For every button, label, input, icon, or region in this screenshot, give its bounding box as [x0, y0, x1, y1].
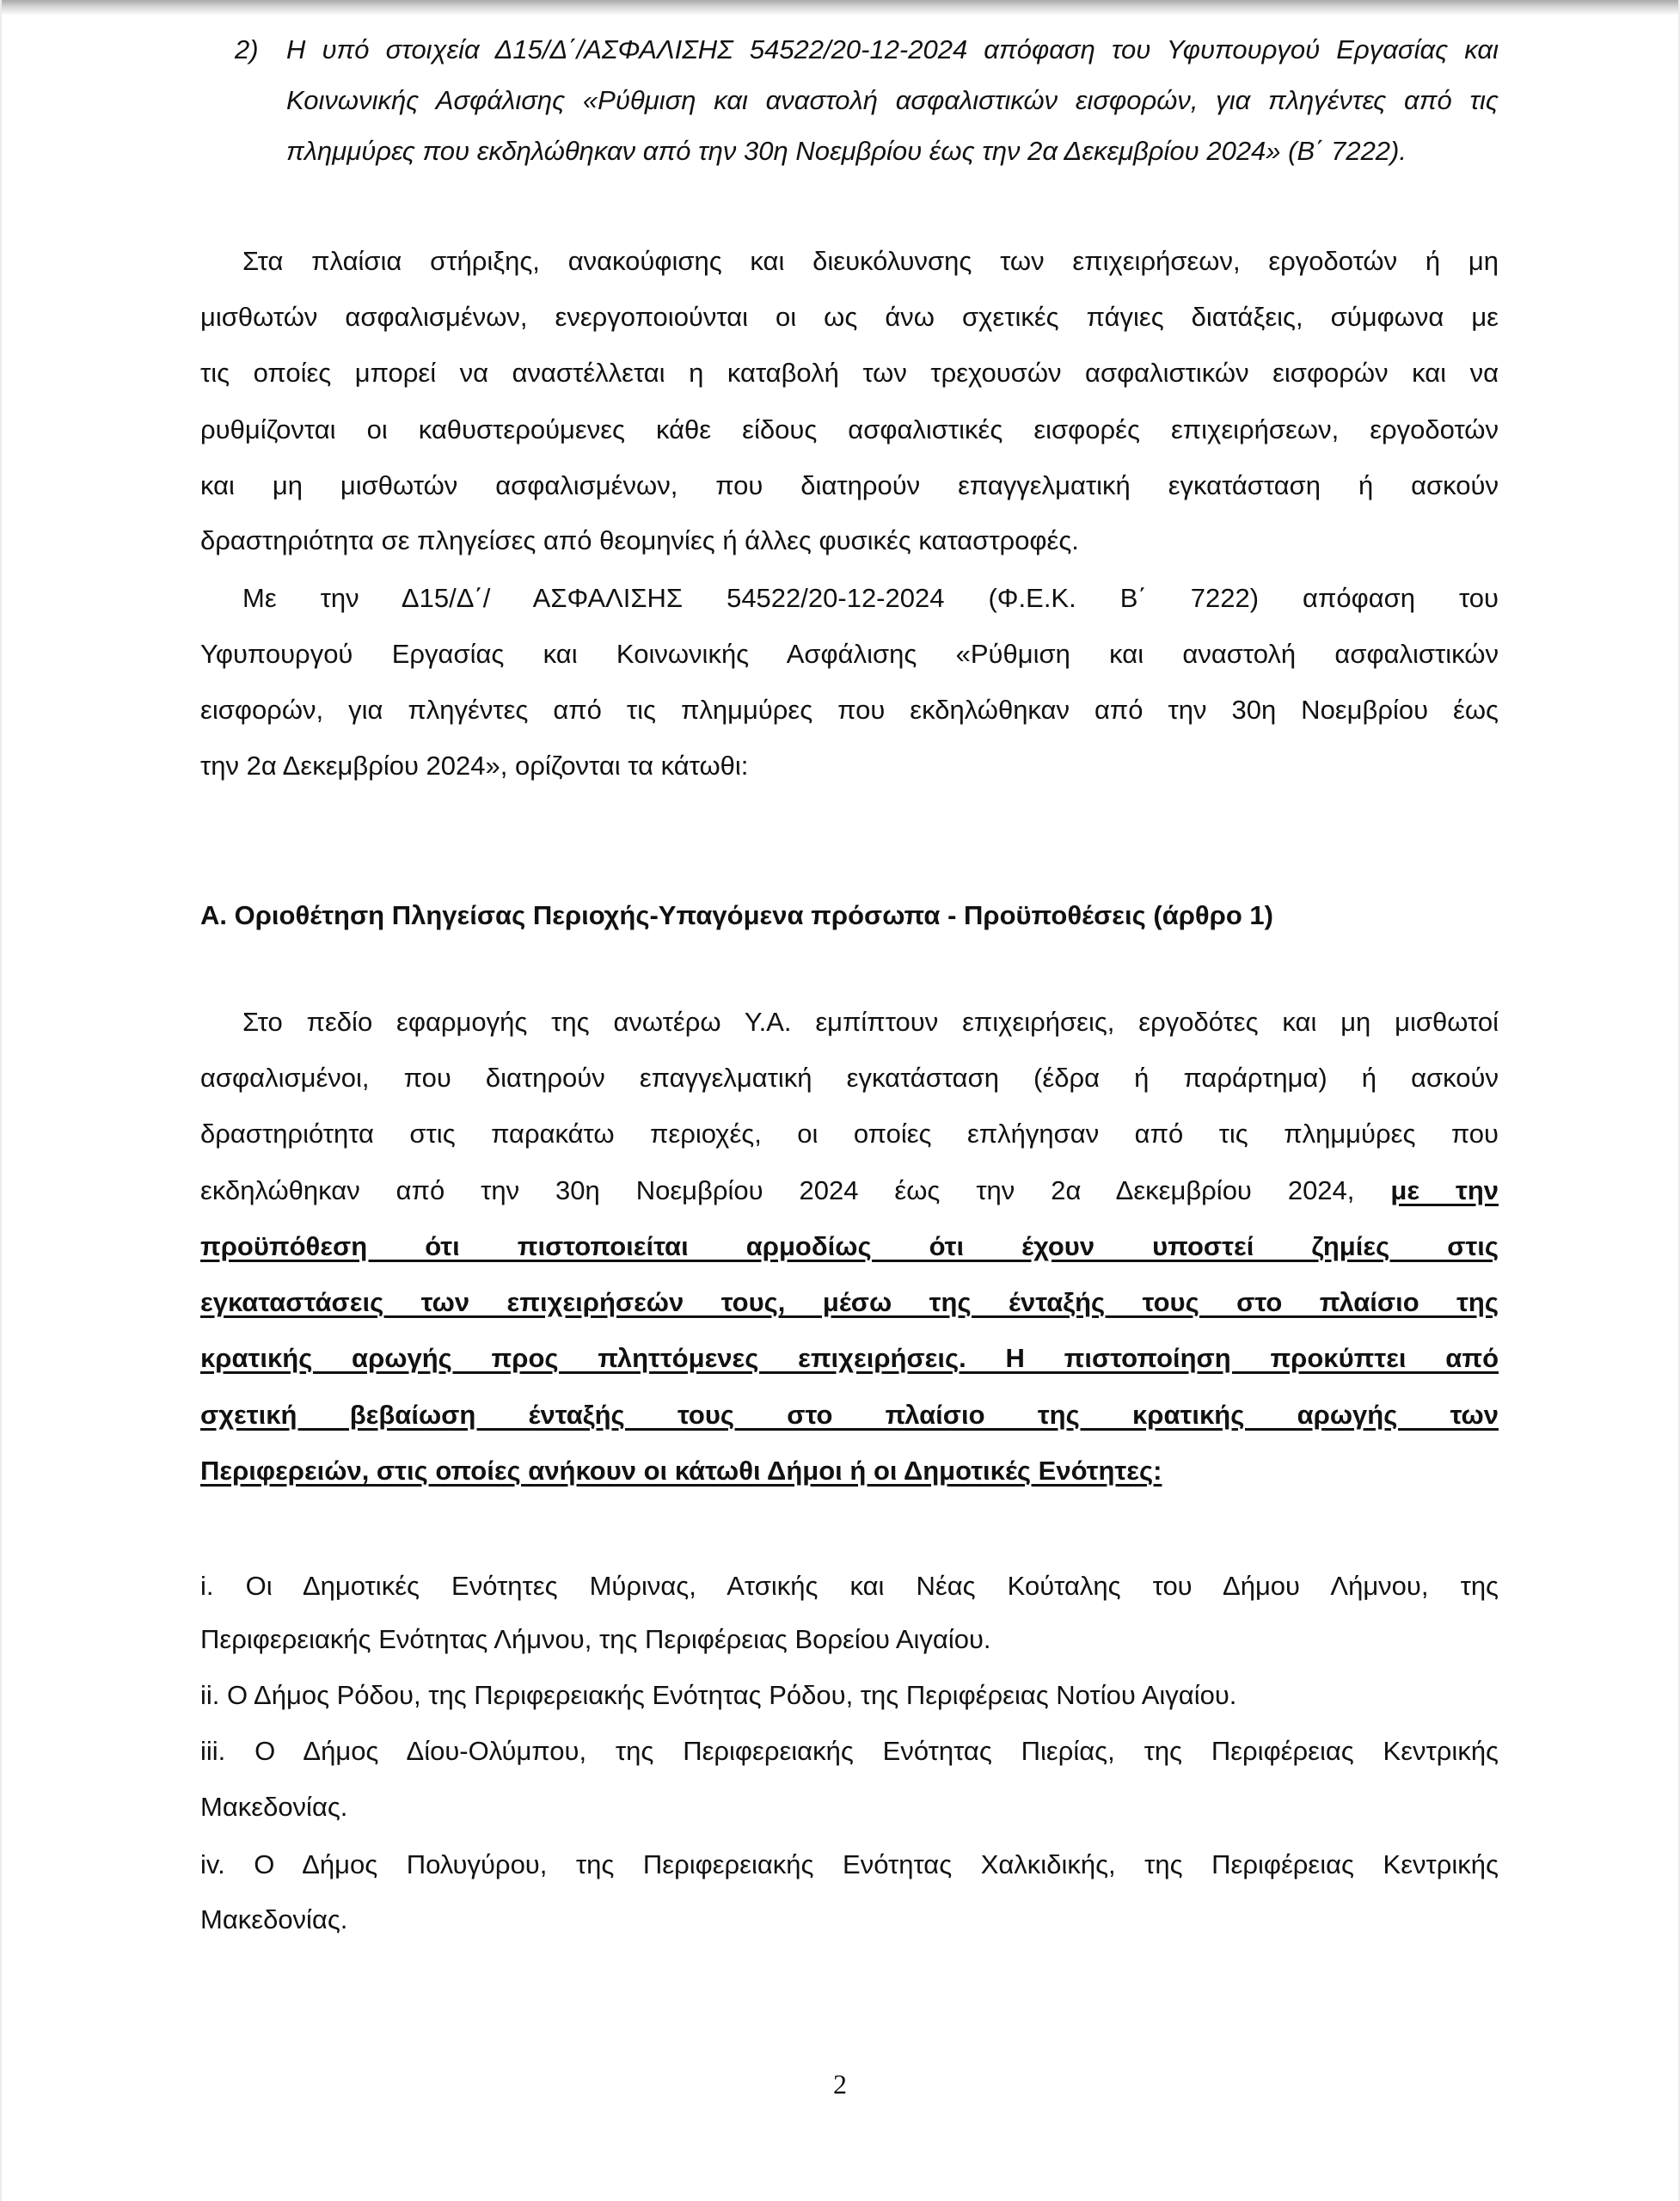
paragraph-line: μισθωτών ασφαλισμένων, ενεργοποιούνται οι ως άνω σχετικές πάγιες διατάξεις, σύμφωνα με: [200, 302, 1499, 332]
page-left-edge: [0, 0, 2, 2201]
list-item-line: i. Οι Δημοτικές Ενότητες Μύρινας, Ατσικής και Νέας Κούταλης του Δήμου Λήμνου, της: [200, 1571, 1499, 1601]
paragraph-line: τις οποίες μπορεί να αναστέλλεται η καταβολή των τρεχουσών ασφαλιστικών εισφορών και να: [200, 358, 1499, 388]
list-item-line: iv. Ο Δήμος Πολυγύρου, της Περιφερειακής Ενότητας Χαλκιδικής, της Περιφέρειας Κεντρικής: [200, 1849, 1499, 1879]
paragraph-line: ασφαλισμένοι, που διατηρούν επαγγελματική εγκατάσταση (έδρα ή παράρτημα) ή ασκούν: [200, 1063, 1499, 1093]
emphasized-condition-text: με την: [1390, 1175, 1499, 1205]
paragraph-line: ρυθμίζονται οι καθυστερούμενες κάθε είδους ασφαλιστικές εισφορές επιχειρήσεων, εργοδοτών: [200, 414, 1499, 444]
paragraph-line: δραστηριότητα σε πληγείσες από θεομηνίες ή άλλες φυσικές καταστροφές.: [200, 525, 1079, 555]
emphasized-condition-text: σχετική βεβαίωση ένταξής τους στο πλαίσιο της κρατικής αρωγής των: [200, 1400, 1499, 1430]
item-2-line: πλημμύρες που εκδηλώθηκαν από την 30η Νοεμβρίου έως την 2α Δεκεμβρίου 2024» (Β΄ 7222).: [286, 136, 1407, 166]
page-number: 2: [833, 2069, 847, 2100]
emphasized-condition-text: Περιφερειών, στις οποίες ανήκουν οι κάτωθι Δήμοι ή οι Δημοτικές Ενότητες:: [200, 1456, 1162, 1486]
emphasized-line: [200, 1285, 1499, 1320]
item-number: 2): [235, 34, 259, 64]
paragraph-line: Στο πεδίο εφαρμογής της ανωτέρω Υ.Α. εμπίπτουν επιχειρήσεις, εργοδότες και μη μισθωτοί: [242, 1007, 1499, 1037]
emphasized-condition-text: κρατικής αρωγής προς πληττόμενες επιχειρήσεις. Η πιστοποίηση προκύπτει από: [200, 1343, 1499, 1373]
emphasized-line: [200, 1341, 1499, 1376]
viewer-top-shadow: [0, 0, 1680, 15]
emphasized-condition-text: εγκαταστάσεις των επιχειρήσεών τους, μέσω της ένταξής τους στο πλαίσιο της: [200, 1287, 1499, 1317]
emphasized-condition-text: προϋπόθεση ότι πιστοποιείται αρμοδίως ότι έχουν υποστεί ζημίες στις: [200, 1231, 1499, 1261]
paragraph-text: εκδηλώθηκαν από την 30η Νοεμβρίου 2024 έως την 2α Δεκεμβρίου 2024,: [200, 1175, 1355, 1205]
item-2-line: Κοινωνικής Ασφάλισης «Ρύθμιση και αναστολή ασφαλιστικών εισφορών, για πληγέντες από τις: [286, 85, 1499, 115]
emphasized-line: [200, 1454, 1499, 1488]
list-item-line: Μακεδονίας.: [200, 1904, 348, 1934]
list-item-line: Μακεδονίας.: [200, 1792, 348, 1822]
paragraph-line: Στα πλαίσια στήριξης, ανακούφισης και διευκόλυνσης των επιχειρήσεων, εργοδοτών ή μη: [242, 246, 1499, 276]
emphasized-line: [200, 1398, 1499, 1432]
paragraph-line: και μη μισθωτών ασφαλισμένων, που διατηρούν επαγγελματική εγκατάσταση ή ασκούν: [200, 470, 1499, 500]
section-heading: Α. Οριοθέτηση Πληγείσας Περιοχής-Υπαγόμενα πρόσωπα - Προϋποθέσεις (άρθρο 1): [200, 900, 1273, 930]
paragraph-line: εισφορών, για πληγέντες από τις πλημμύρες που εκδηλώθηκαν από την 30η Νοεμβρίου έως: [200, 695, 1499, 725]
paragraph-line: Υφυπουργού Εργασίας και Κοινωνικής Ασφάλισης «Ρύθμιση και αναστολή ασφαλιστικών: [200, 639, 1499, 669]
list-item-line: ii. Ο Δήμος Ρόδου, της Περιφερειακής Ενότητας Ρόδου, της Περιφέρειας Νοτίου Αιγαίου.: [200, 1680, 1237, 1710]
list-item-line: iii. Ο Δήμος Δίου-Ολύμπου, της Περιφερειακής Ενότητας Πιερίας, της Περιφέρειας Κεντρικής: [200, 1736, 1499, 1766]
emphasized-line: [200, 1229, 1499, 1264]
list-item-line: Περιφερειακής Ενότητας Λήμνου, της Περιφέρειας Βορείου Αιγαίου.: [200, 1624, 991, 1654]
paragraph-line: την 2α Δεκεμβρίου 2024», ορίζονται τα κάτωθι:: [200, 751, 749, 781]
item-2-line: Η υπό στοιχεία Δ15/Δ΄/ΑΣΦΑΛΙΣΗΣ 54522/20-12-2024 απόφαση του Υφυπουργού Εργασίας και: [286, 34, 1499, 64]
paragraph-line: Με την Δ15/Δ΄/ ΑΣΦΑΛΙΣΗΣ 54522/20-12-2024 (Φ.Ε.Κ. Β΄ 7222) απόφαση του: [242, 583, 1499, 613]
paragraph-line: δραστηριότητα στις παρακάτω περιοχές, οι οποίες επλήγησαν από τις πλημμύρες που: [200, 1119, 1499, 1149]
paragraph-line: [200, 1174, 1499, 1208]
